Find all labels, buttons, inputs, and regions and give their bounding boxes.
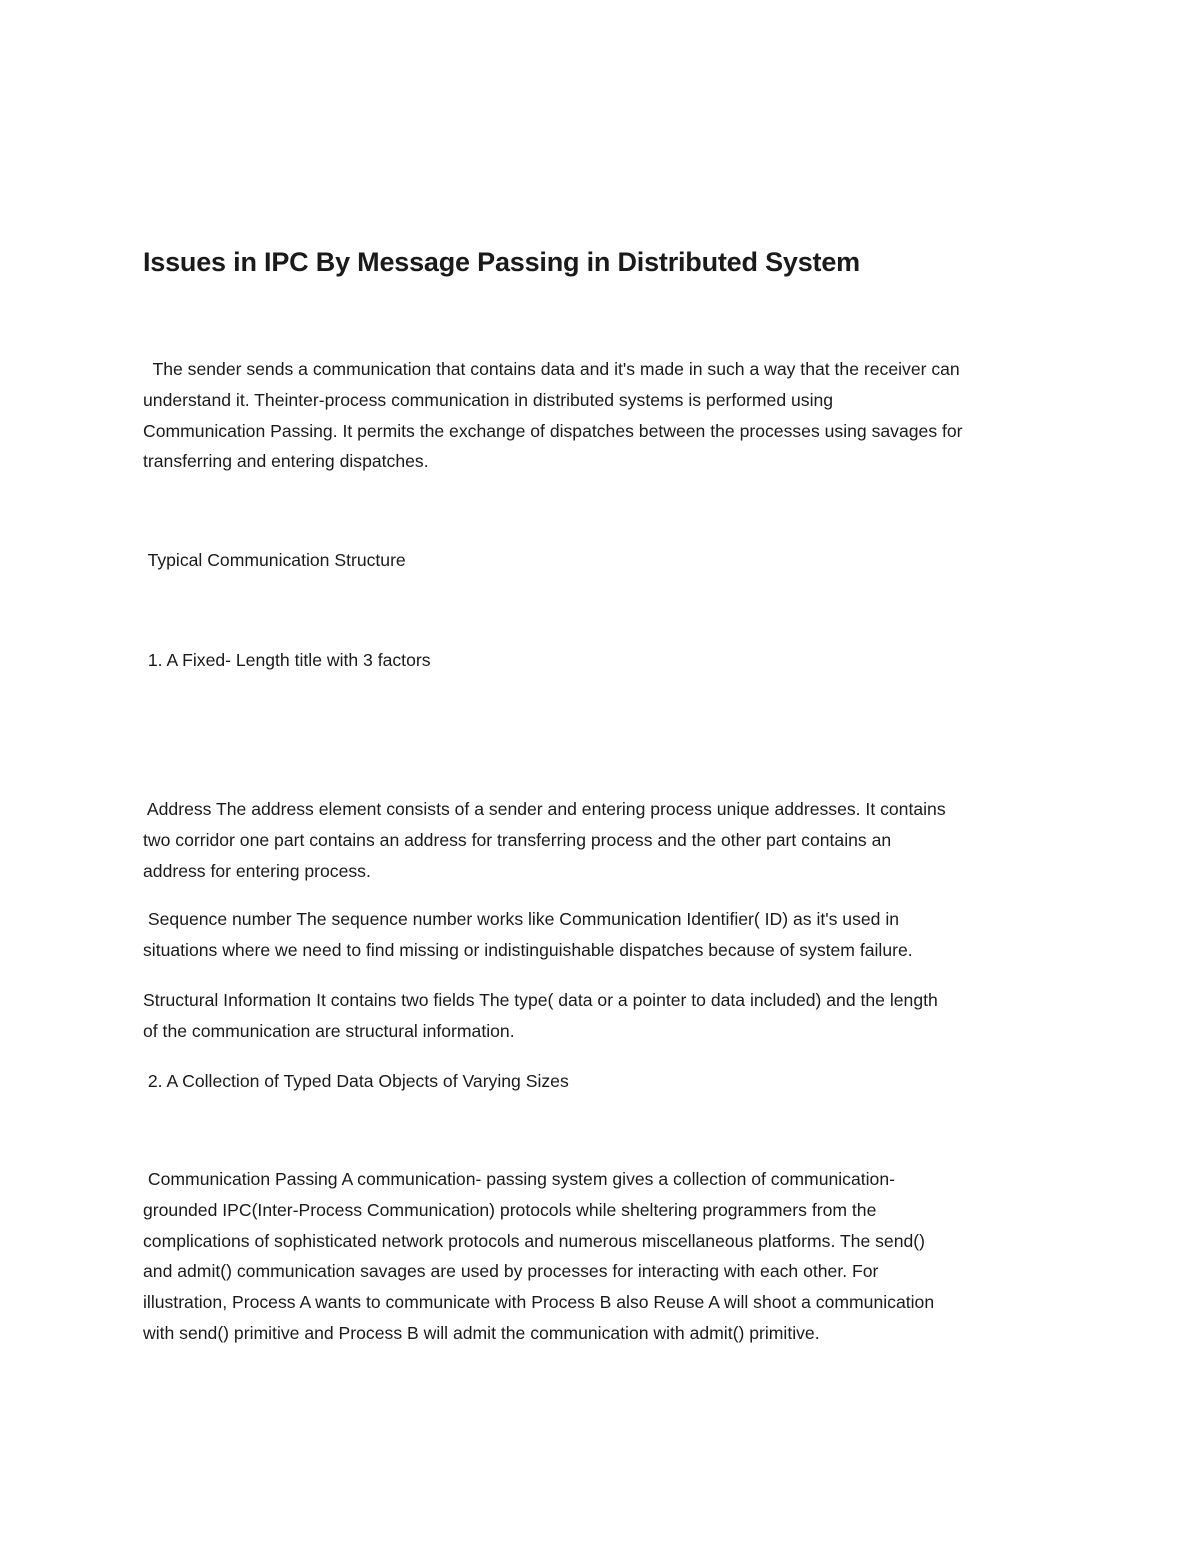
text-line: grounded IPC(Inter-Process Communication) protocols while sheltering programmers from the (143, 1199, 877, 1220)
sequence-number-paragraph (143, 904, 1063, 966)
section-heading-structure (143, 545, 1063, 576)
text-line: 1. A Fixed- Length title with 3 factors (143, 650, 431, 670)
page-title: Issues in IPC By Message Passing in Distributed System (143, 247, 860, 277)
text-line: Structural Information It contains two fields The type( data or a pointer to data included) and the length (143, 990, 938, 1010)
text-line: 2. A Collection of Typed Data Objects of Varying Sizes (143, 1071, 569, 1091)
text-line: of the communication are structural information. (143, 1020, 515, 1041)
text-line: and admit() communication savages are used by processes for interacting with each other. For (143, 1261, 879, 1282)
text-line: Communication Passing. It permits the exchange of dispatches between the processes using savages for (143, 420, 963, 441)
structural-information-paragraph (143, 985, 1063, 1047)
list-item-2 (143, 1066, 1063, 1097)
address-paragraph (143, 794, 1063, 886)
text-line: Address The address element consists of a sender and entering process unique addresses. It contains (143, 799, 946, 819)
text-line: address for entering process. (143, 860, 371, 881)
text-line: two corridor one part contains an address for transferring process and the other part contains an (143, 829, 892, 850)
text-line: situations where we need to find missing or indistinguishable dispatches because of system failure. (143, 939, 913, 960)
message-passing-paragraph (143, 1164, 1063, 1349)
intro-paragraph (143, 354, 1063, 477)
text-line: understand it. Theinter-process communication in distributed systems is performed using (143, 389, 834, 410)
text-line: illustration, Process A wants to communicate with Process B also Reuse A will shoot a communication (143, 1292, 935, 1313)
list-item-1 (143, 645, 1063, 676)
text-line: Communication Passing A communication- passing system gives a collection of communication- (143, 1169, 895, 1189)
text-line: Typical Communication Structure (143, 550, 406, 570)
text-line: with send() primitive and Process B will admit the communication with admit() primitive. (143, 1322, 820, 1343)
text-line: transferring and entering dispatches. (143, 451, 429, 472)
text-line: complications of sophisticated network protocols and numerous miscellaneous platforms. The send() (143, 1230, 926, 1251)
text-line: Sequence number The sequence number works like Communication Identifier( ID) as it's used in (143, 909, 900, 929)
text-line: The sender sends a communication that contains data and it's made in such a way that the receiver can (143, 359, 960, 379)
